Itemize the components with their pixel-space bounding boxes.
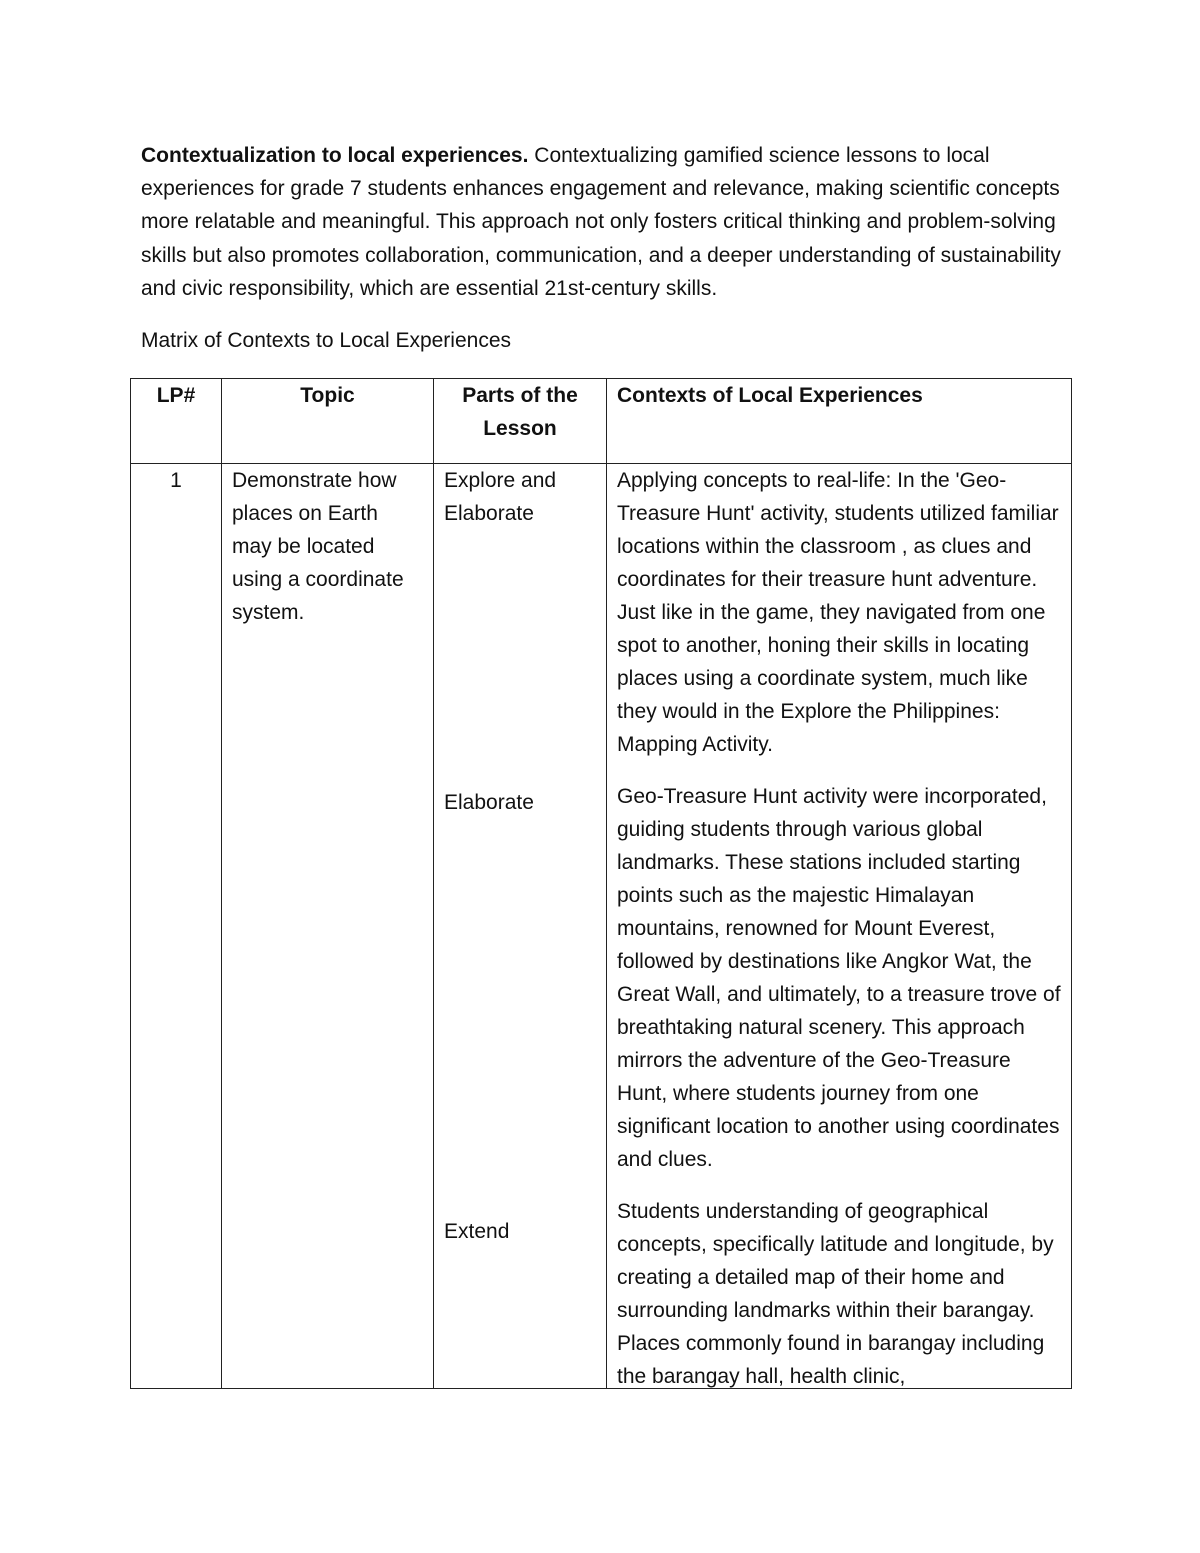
- intro-heading: Contextualization to local experiences.: [141, 144, 529, 167]
- context-paragraph-3: Students understanding of geographical concepts, specifically latitude and longitude, by creating a detailed map of their home and surrounding landmarks within their barangay. Places commonly found in barangay including the barangay hall, health clinic,: [617, 1200, 1054, 1388]
- cell-lp-number: 1: [131, 464, 222, 1389]
- intro-body: Contextualizing gamified science lessons to local experiences for grade 7 students enhances engagement and relevance, making scientific concepts more relatable and meaningful. This approach not only fosters critical thinking and problem-solving skills but also promotes collaboration, communication, and a deeper understanding of sustainability and civic responsibility, which are essential 21st-century skills.: [141, 144, 1061, 300]
- part-elaborate: Elaborate: [444, 791, 534, 814]
- table-caption: Matrix of Contexts to Local Experiences: [141, 329, 512, 352]
- context-paragraph-2: Geo-Treasure Hunt activity were incorporated, guiding students through various global landmarks. These stations included starting points such as the majestic Himalayan mountains, renowned for Mount Everest, followed by destinations like Angkor Wat, the Great Wall, and ultimately, to a treasure trove of breathtaking natural scenery. This approach mirrors the adventure of the Geo-Treasure Hunt, where students journey from one significant location to another using coordinates and clues.: [617, 785, 1061, 1171]
- part-explore-elaborate: Explore and Elaborate: [444, 469, 557, 525]
- cell-contexts: [607, 464, 1072, 1389]
- header-lp: LP#: [131, 379, 222, 464]
- context-matrix-table: [130, 378, 1072, 1389]
- intro-paragraph: [141, 139, 1071, 305]
- part-extend: Extend: [444, 1220, 510, 1243]
- table-header-row: [131, 379, 1072, 464]
- cell-topic: Demonstrate how places on Earth may be located using a coordinate system.: [222, 464, 434, 1389]
- header-contexts: Contexts of Local Experiences: [607, 379, 1072, 464]
- context-paragraph-1: Applying concepts to real-life: In the 'Geo-Treasure Hunt' activity, students utilized familiar locations within the classroom , as clues and coordinates for their treasure hunt adventure. Just like in the game, they navigated from one spot to another, honing their skills in locating places using a coordinate system, much like they would in the Explore the Philippines: Mapping Activity.: [617, 469, 1059, 756]
- cell-parts: [434, 464, 607, 1389]
- header-topic: Topic: [222, 379, 434, 464]
- header-parts: Parts of the Lesson: [434, 379, 607, 464]
- table-row: [131, 464, 1072, 1389]
